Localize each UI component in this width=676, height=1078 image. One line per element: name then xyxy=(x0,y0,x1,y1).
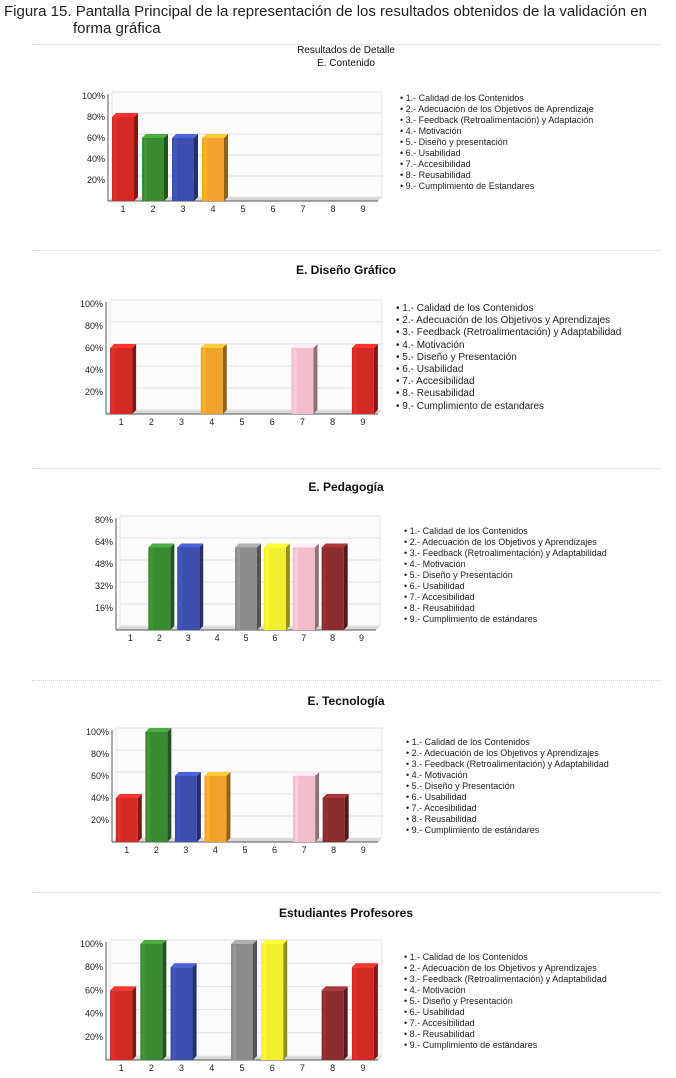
legend-item: • 2.- Adecuación de los Objetivos y Aprendizajes xyxy=(406,748,609,759)
bar-highlight xyxy=(118,799,121,841)
legend-item: • 1.- Calidad de los Contenidos xyxy=(400,93,594,104)
bar-top xyxy=(110,986,136,990)
y-tick-label: 60% xyxy=(90,771,109,781)
legend-item: • 3.- Feedback (Retroalimentación) y Adaptabilidad xyxy=(396,327,621,339)
legend-item: • 4.- Motivación xyxy=(396,340,621,352)
legend-item: • 8.- Reusabilidad xyxy=(406,814,609,825)
legend-item: • 1.- Calidad de los Contenidos xyxy=(396,303,621,315)
x-tick-label: 1 xyxy=(118,1063,124,1073)
bar-side xyxy=(194,134,198,201)
bar-top xyxy=(140,940,166,944)
legend-item: • 8.- Reusabilidad xyxy=(404,603,607,614)
x-tick-label: 3 xyxy=(179,417,185,427)
y-tick-label: 64% xyxy=(94,537,113,547)
bar-highlight xyxy=(112,991,115,1059)
bar xyxy=(235,544,261,631)
bar xyxy=(110,986,136,1060)
bar xyxy=(110,344,136,414)
caption-line-1: Figura 15. Pantalla Principal de la representación de los resultados obtenidos de la validación en xyxy=(4,3,647,20)
x-tick-label: 9 xyxy=(360,417,366,427)
bar-top xyxy=(322,544,348,548)
x-tick-label: 6 xyxy=(269,1063,275,1073)
y-tick-label: 60% xyxy=(84,985,103,996)
y-tick-label: 20% xyxy=(90,815,109,825)
figure-caption xyxy=(4,3,672,37)
legend-item: • 5.- Diseño y Presentación xyxy=(404,996,607,1007)
y-tick-label: 40% xyxy=(90,793,109,803)
bar-top xyxy=(293,772,319,776)
bar-top xyxy=(264,544,290,548)
y-tick-label: 100% xyxy=(81,91,105,101)
bar-top xyxy=(323,794,349,798)
bar-side xyxy=(344,544,348,631)
bar-side xyxy=(132,986,136,1060)
x-tick-label: 3 xyxy=(180,204,186,214)
x-tick-label: 9 xyxy=(360,1063,366,1073)
x-tick-label: 1 xyxy=(118,417,124,427)
x-tick-label: 4 xyxy=(214,633,220,643)
bar-top xyxy=(293,544,319,548)
bar-side xyxy=(138,794,142,842)
legend-item: • 7.- Accesibilidad xyxy=(396,376,621,388)
legend-item: • 9.- Cumplimiento de estándares xyxy=(404,1040,607,1051)
bar-highlight xyxy=(144,139,147,200)
legend-item: • 9.- Cumplimiento de estandares xyxy=(396,401,621,413)
x-tick-label: 8 xyxy=(330,417,336,427)
bar-side xyxy=(224,134,228,201)
bar xyxy=(201,344,227,414)
bar-side xyxy=(199,544,203,631)
legend-item: • 7.- Accesibilidad xyxy=(406,803,609,814)
bar-side xyxy=(197,772,201,842)
legend-item: • 9.- Cumplimiento de Estandares xyxy=(400,181,594,192)
legend-item: • 3.- Feedback (Retroalimentación) y Adaptabilidad xyxy=(404,548,607,559)
x-tick-label: 7 xyxy=(299,1063,305,1073)
y-tick-label: 60% xyxy=(86,133,105,143)
bar-chart-diseno xyxy=(72,294,390,428)
y-tick-label: 40% xyxy=(84,1008,103,1019)
x-tick-label: 4 xyxy=(210,204,216,214)
bar-side xyxy=(374,963,378,1060)
bar-side xyxy=(253,940,257,1060)
bar-top xyxy=(204,772,230,776)
x-tick-label: 7 xyxy=(299,417,305,427)
bar xyxy=(116,794,142,842)
legend-item: • 4.- Motivación xyxy=(404,559,607,570)
legend-item: • 3.- Feedback (Retroalimentación) y Adaptabilidad xyxy=(404,974,607,985)
bar-highlight xyxy=(179,549,182,630)
legend-item: • 3.- Feedback (Retroalimentación) y Adaptabilidad xyxy=(406,759,609,770)
legend-item: • 2.- Adecuación de los Objetivos y Aprendizajes xyxy=(404,963,607,974)
bar-highlight xyxy=(263,945,266,1059)
x-tick-label: 4 xyxy=(209,417,215,427)
bar-top xyxy=(110,344,136,348)
legend-item: • 6.- Usabilidad xyxy=(406,792,609,803)
panel-title: E. Tecnología xyxy=(307,694,385,708)
x-tick-label: 2 xyxy=(153,845,159,855)
bar-chart-estudiantes-profesores xyxy=(74,936,386,1072)
bar-top xyxy=(352,344,378,348)
panel-title: E. Pedagogía xyxy=(308,480,384,494)
x-tick-label: 7 xyxy=(300,204,306,214)
x-tick-label: 4 xyxy=(209,1063,215,1073)
bar-highlight xyxy=(295,549,298,630)
y-tick-label: 60% xyxy=(84,343,103,353)
legend-item: • 7.- Accesibilidad xyxy=(400,159,594,170)
legend-item: • 7.- Accesibilidad xyxy=(404,1018,607,1029)
bar-top xyxy=(175,772,201,776)
bar-top xyxy=(261,940,287,944)
x-tick-label: 9 xyxy=(360,204,366,214)
legend-contenido xyxy=(400,93,594,192)
y-tick-label: 40% xyxy=(84,365,103,375)
panel-title: Resultados de Detalle xyxy=(297,45,395,56)
legend-item: • 2.- Adecuación de los Objetivos y Aprendizajes xyxy=(404,537,607,548)
legend-item: • 5.- Diseño y Presentación xyxy=(406,781,609,792)
bar-highlight xyxy=(266,549,269,630)
y-tick-label: 80% xyxy=(86,112,105,122)
bar xyxy=(293,772,319,842)
bar xyxy=(293,544,319,631)
bar xyxy=(172,134,198,201)
legend-item: • 8.- Reusabilidad xyxy=(396,388,621,400)
bar-top xyxy=(231,940,257,944)
bar-top xyxy=(172,134,198,138)
bar xyxy=(175,772,201,842)
legend-item: • 1.- Calidad de los Contenidos xyxy=(406,737,609,748)
legend-item: • 2.- Adecuación de los Objetivos de Aprendizaje xyxy=(400,104,594,115)
legend-item: • 4.- Motivación xyxy=(400,126,594,137)
bar-highlight xyxy=(354,968,357,1059)
bar xyxy=(140,940,166,1060)
bar-top xyxy=(145,728,171,732)
legend-item: • 6.- Usabilidad xyxy=(400,148,594,159)
legend-item: • 6.- Usabilidad xyxy=(396,364,621,376)
bar-highlight xyxy=(203,349,206,413)
bar xyxy=(142,134,168,201)
bar-top xyxy=(148,544,174,548)
bar-side xyxy=(226,772,230,842)
legend-diseno xyxy=(396,303,621,413)
panel-subtitle: E. Contenido xyxy=(317,58,375,69)
bar-top xyxy=(177,544,203,548)
x-tick-label: 8 xyxy=(331,845,337,855)
bar-side xyxy=(283,940,287,1060)
bar-top xyxy=(116,794,142,798)
bar-chart-tecnologia xyxy=(80,724,386,858)
x-tick-label: 9 xyxy=(360,845,366,855)
bar-side xyxy=(315,772,319,842)
panel-title: Estudiantes Profesores xyxy=(278,906,414,920)
legend-item: • 1.- Calidad de los Contenidos xyxy=(404,952,607,963)
bar xyxy=(148,544,174,631)
x-tick-label: 8 xyxy=(330,1063,336,1073)
legend-item: • 5.- Diseño y Presentación xyxy=(404,570,607,581)
legend-tecnologia xyxy=(406,737,609,836)
bar-top xyxy=(291,344,317,348)
bar xyxy=(231,940,257,1060)
bar xyxy=(204,772,230,842)
bar-side xyxy=(257,544,261,631)
bar xyxy=(323,794,349,842)
y-tick-label: 20% xyxy=(84,387,103,397)
bar-top xyxy=(235,544,261,548)
y-tick-label: 16% xyxy=(94,603,113,613)
bar-side xyxy=(315,544,319,631)
bar-top xyxy=(171,963,197,967)
bar-side xyxy=(345,794,349,842)
bar-side xyxy=(313,344,317,414)
x-tick-label: 1 xyxy=(127,633,133,643)
y-tick-label: 20% xyxy=(86,175,105,185)
legend-item: • 6.- Usabilidad xyxy=(404,1007,607,1018)
x-tick-label: 3 xyxy=(183,845,189,855)
legend-pedagogia xyxy=(404,526,607,625)
bar xyxy=(171,963,197,1060)
legend-item: • 9.- Cumplimiento de estándares xyxy=(404,614,607,625)
bar-highlight xyxy=(206,777,209,841)
x-tick-label: 5 xyxy=(243,633,249,643)
y-tick-label: 32% xyxy=(94,581,113,591)
bar-highlight xyxy=(233,945,236,1059)
x-tick-label: 2 xyxy=(156,633,162,643)
bar-highlight xyxy=(147,733,150,841)
bar xyxy=(291,344,317,414)
bar-highlight xyxy=(174,139,177,200)
bar-side xyxy=(344,986,348,1060)
legend-item: • 2.- Adecuación de los Objetivos y Aprendizajes xyxy=(396,315,621,327)
bar-highlight xyxy=(142,945,145,1059)
x-tick-label: 7 xyxy=(301,633,307,643)
y-tick-label: 48% xyxy=(94,559,113,569)
legend-estudiantes-profesores xyxy=(404,952,607,1051)
x-tick-label: 9 xyxy=(359,633,365,643)
x-tick-label: 2 xyxy=(148,1063,154,1073)
bar-highlight xyxy=(293,349,296,413)
bar-highlight xyxy=(114,118,117,200)
y-tick-label: 80% xyxy=(84,962,103,973)
y-tick-label: 100% xyxy=(79,299,103,309)
bar xyxy=(202,134,228,201)
bar-top xyxy=(201,344,227,348)
y-tick-label: 80% xyxy=(94,515,113,525)
bar xyxy=(322,544,348,631)
panel-title: E. Diseño Gráfico xyxy=(295,263,397,277)
bar-top xyxy=(352,963,378,967)
bar-top xyxy=(202,134,228,138)
legend-item: • 4.- Motivación xyxy=(404,985,607,996)
x-tick-label: 8 xyxy=(330,204,336,214)
x-tick-label: 2 xyxy=(148,417,154,427)
bar-side xyxy=(167,728,171,842)
x-tick-label: 5 xyxy=(242,845,248,855)
x-tick-label: 5 xyxy=(239,417,245,427)
x-tick-label: 2 xyxy=(150,204,156,214)
bar-highlight xyxy=(150,549,153,630)
bar-side xyxy=(223,344,227,414)
bar-side xyxy=(374,344,378,414)
bar-highlight xyxy=(324,991,327,1059)
x-tick-label: 6 xyxy=(272,633,278,643)
bar-side xyxy=(286,544,290,631)
bar-side xyxy=(193,963,197,1060)
y-tick-label: 100% xyxy=(79,939,103,949)
bar-highlight xyxy=(354,349,357,413)
y-tick-label: 40% xyxy=(86,154,105,164)
legend-item: • 9.- Cumplimiento de estándares xyxy=(406,825,609,836)
x-tick-label: 8 xyxy=(330,633,336,643)
legend-item: • 8.- Reusabilidad xyxy=(404,1029,607,1040)
legend-item: • 4.- Motivación xyxy=(406,770,609,781)
bar-side xyxy=(162,940,166,1060)
legend-item: • 1.- Calidad de los Contenidos xyxy=(404,526,607,537)
bar-side xyxy=(132,344,136,414)
bar xyxy=(112,113,138,201)
bar xyxy=(352,344,378,414)
bar-chart-pedagogia xyxy=(84,512,384,646)
bar xyxy=(177,544,203,631)
x-tick-label: 4 xyxy=(212,845,218,855)
bar-highlight xyxy=(173,968,176,1059)
chart-back-wall xyxy=(110,300,382,410)
x-tick-label: 1 xyxy=(120,204,126,214)
bar xyxy=(145,728,171,842)
caption-line-2: forma gráfica xyxy=(73,20,161,37)
x-tick-label: 5 xyxy=(240,204,246,214)
x-tick-label: 6 xyxy=(272,845,278,855)
bar-top xyxy=(112,113,138,117)
bar-side xyxy=(170,544,174,631)
x-tick-label: 6 xyxy=(269,417,275,427)
bar-highlight xyxy=(324,549,327,630)
y-tick-label: 80% xyxy=(84,321,103,331)
bar-top xyxy=(142,134,168,138)
bar xyxy=(352,963,378,1060)
x-tick-label: 1 xyxy=(124,845,130,855)
bar-side xyxy=(164,134,168,201)
y-tick-label: 20% xyxy=(84,1031,103,1042)
bar xyxy=(264,544,290,631)
legend-item: • 8.- Reusabilidad xyxy=(400,170,594,181)
x-tick-label: 7 xyxy=(301,845,307,855)
bar-highlight xyxy=(177,777,180,841)
x-tick-label: 6 xyxy=(270,204,276,214)
bar-top xyxy=(322,986,348,990)
bar-highlight xyxy=(295,777,298,841)
legend-item: • 5.- Diseño y presentación xyxy=(400,137,594,148)
bar-highlight xyxy=(237,549,240,630)
bar-highlight xyxy=(204,139,207,200)
bar-highlight xyxy=(325,799,328,841)
x-tick-label: 3 xyxy=(179,1063,185,1073)
x-tick-label: 5 xyxy=(239,1063,245,1073)
bar-side xyxy=(134,113,138,201)
legend-item: • 5.- Diseño y Presentación xyxy=(396,352,621,364)
x-tick-label: 3 xyxy=(185,633,191,643)
y-tick-label: 100% xyxy=(85,727,109,737)
legend-item: • 6.- Usabilidad xyxy=(404,581,607,592)
legend-item: • 3.- Feedback (Retroalimentación) y Adaptación xyxy=(400,115,594,126)
chart-floor xyxy=(106,410,382,414)
legend-item: • 7.- Accesibilidad xyxy=(404,592,607,603)
bar xyxy=(322,986,348,1060)
bar-chart-contenido xyxy=(76,88,388,212)
y-tick-label: 80% xyxy=(90,749,109,759)
bar xyxy=(261,940,287,1060)
bar-highlight xyxy=(112,349,115,413)
